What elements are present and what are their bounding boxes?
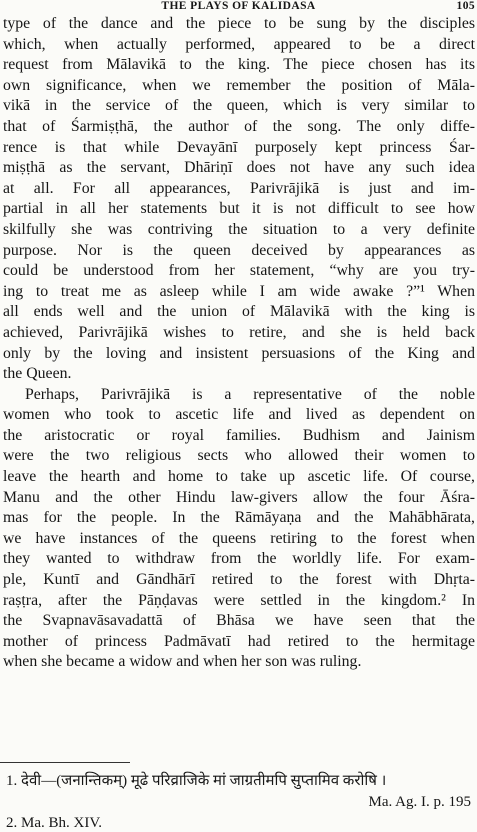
- text-line: achieved, Parivrājikā wishes to retire, and she is held back: [3, 323, 475, 341]
- text-line: they wanted to withdraw from the worldly life. For exam-: [3, 550, 475, 568]
- text-line: were the two religious sects who allowed their women to: [3, 447, 475, 465]
- text-line: the Queen.: [3, 365, 72, 383]
- footnote-1: 1. देवी—(जनान्तिकम्) मूढे परिव्राजिके मां जाग्रतीमपि सुप्तामिव करोषि ।: [6, 773, 387, 789]
- running-title: THE PLAYS OF KALIDASA: [161, 0, 316, 12]
- text-line: the Svapnavāsavadattā of Bhāsa we have seen that the: [3, 612, 475, 630]
- text-line: own significance, when we remember the position of Māla-: [3, 76, 475, 94]
- text-line: Manu and the other Hindu law-givers allow the four Āśra-: [3, 488, 475, 506]
- body-text: [3, 14, 475, 673]
- text-line: leave the hearth and home to take up ascetic life. Of course,: [3, 468, 475, 486]
- text-line: mother of princess Padmāvatī had retired to the hermitage: [3, 632, 475, 650]
- text-line: only by the loving and insistent persuasions of the King and: [3, 344, 475, 362]
- text-line: when she became a widow and when her son was ruling.: [3, 653, 362, 671]
- text-line: raṣṭra, after the Pāṇḍavas were settled in the kingdom.² In: [3, 591, 475, 609]
- footnote-rule: [0, 762, 130, 763]
- text-line: Perhaps, Parivrājikā is a representative of the noble: [25, 385, 475, 403]
- page-number: 105: [456, 0, 475, 12]
- text-line: we have instances of the queens retiring to the forest when: [3, 529, 475, 547]
- text-line: that of Śarmiṣṭhā, the author of the song. The only diffe-: [3, 117, 475, 135]
- text-line: rence is that while Devayānī purposely kept princess Śar-: [3, 138, 475, 156]
- text-line: partial in all her statements but it is not difficult to see how: [3, 200, 475, 218]
- text-line: miṣṭhā as the servant, Dhāriṇī does not have any such idea: [3, 159, 475, 177]
- text-line: type of the dance and the piece to be sung by the disciples: [3, 15, 475, 32]
- text-line: which, when actually performed, appeared to be a direct: [3, 35, 475, 53]
- text-line: ing to treat me as asleep while I am wide awake ?”¹ When: [3, 282, 475, 300]
- text-line: ple, Kuntī and Gāndhārī retired to the forest with Dhṛta-: [3, 571, 475, 589]
- text-line: purpose. Nor is the queen deceived by appearances as: [3, 241, 475, 259]
- text-line: the aristocratic or royal families. Budhism and Jainism: [3, 426, 475, 444]
- running-header: [0, 0, 477, 14]
- text-line: women who took to ascetic life and lived as dependent on: [3, 406, 475, 424]
- text-line: skilfully she was contriving the situation to a very definite: [3, 220, 475, 238]
- text-line: request from Mālavikā to the king. The piece chosen has its: [3, 56, 475, 74]
- text-line: all ends well and the union of Mālavikā with the king is: [3, 303, 475, 321]
- footnote-1-source: Ma. Ag. I. p. 195: [368, 794, 471, 810]
- text-line: vikā in the service of the queen, which is very similar to: [3, 97, 475, 115]
- footnote-2: 2. Ma. Bh. XIV.: [6, 815, 102, 831]
- text-line: mas for the people. In the Rāmāyaṇa and the Mahābhārata,: [3, 509, 475, 527]
- text-line: could be understood from her statement, “why are you try-: [3, 262, 475, 280]
- text-line: at all. For all appearances, Parivrājikā is just and im-: [3, 179, 475, 197]
